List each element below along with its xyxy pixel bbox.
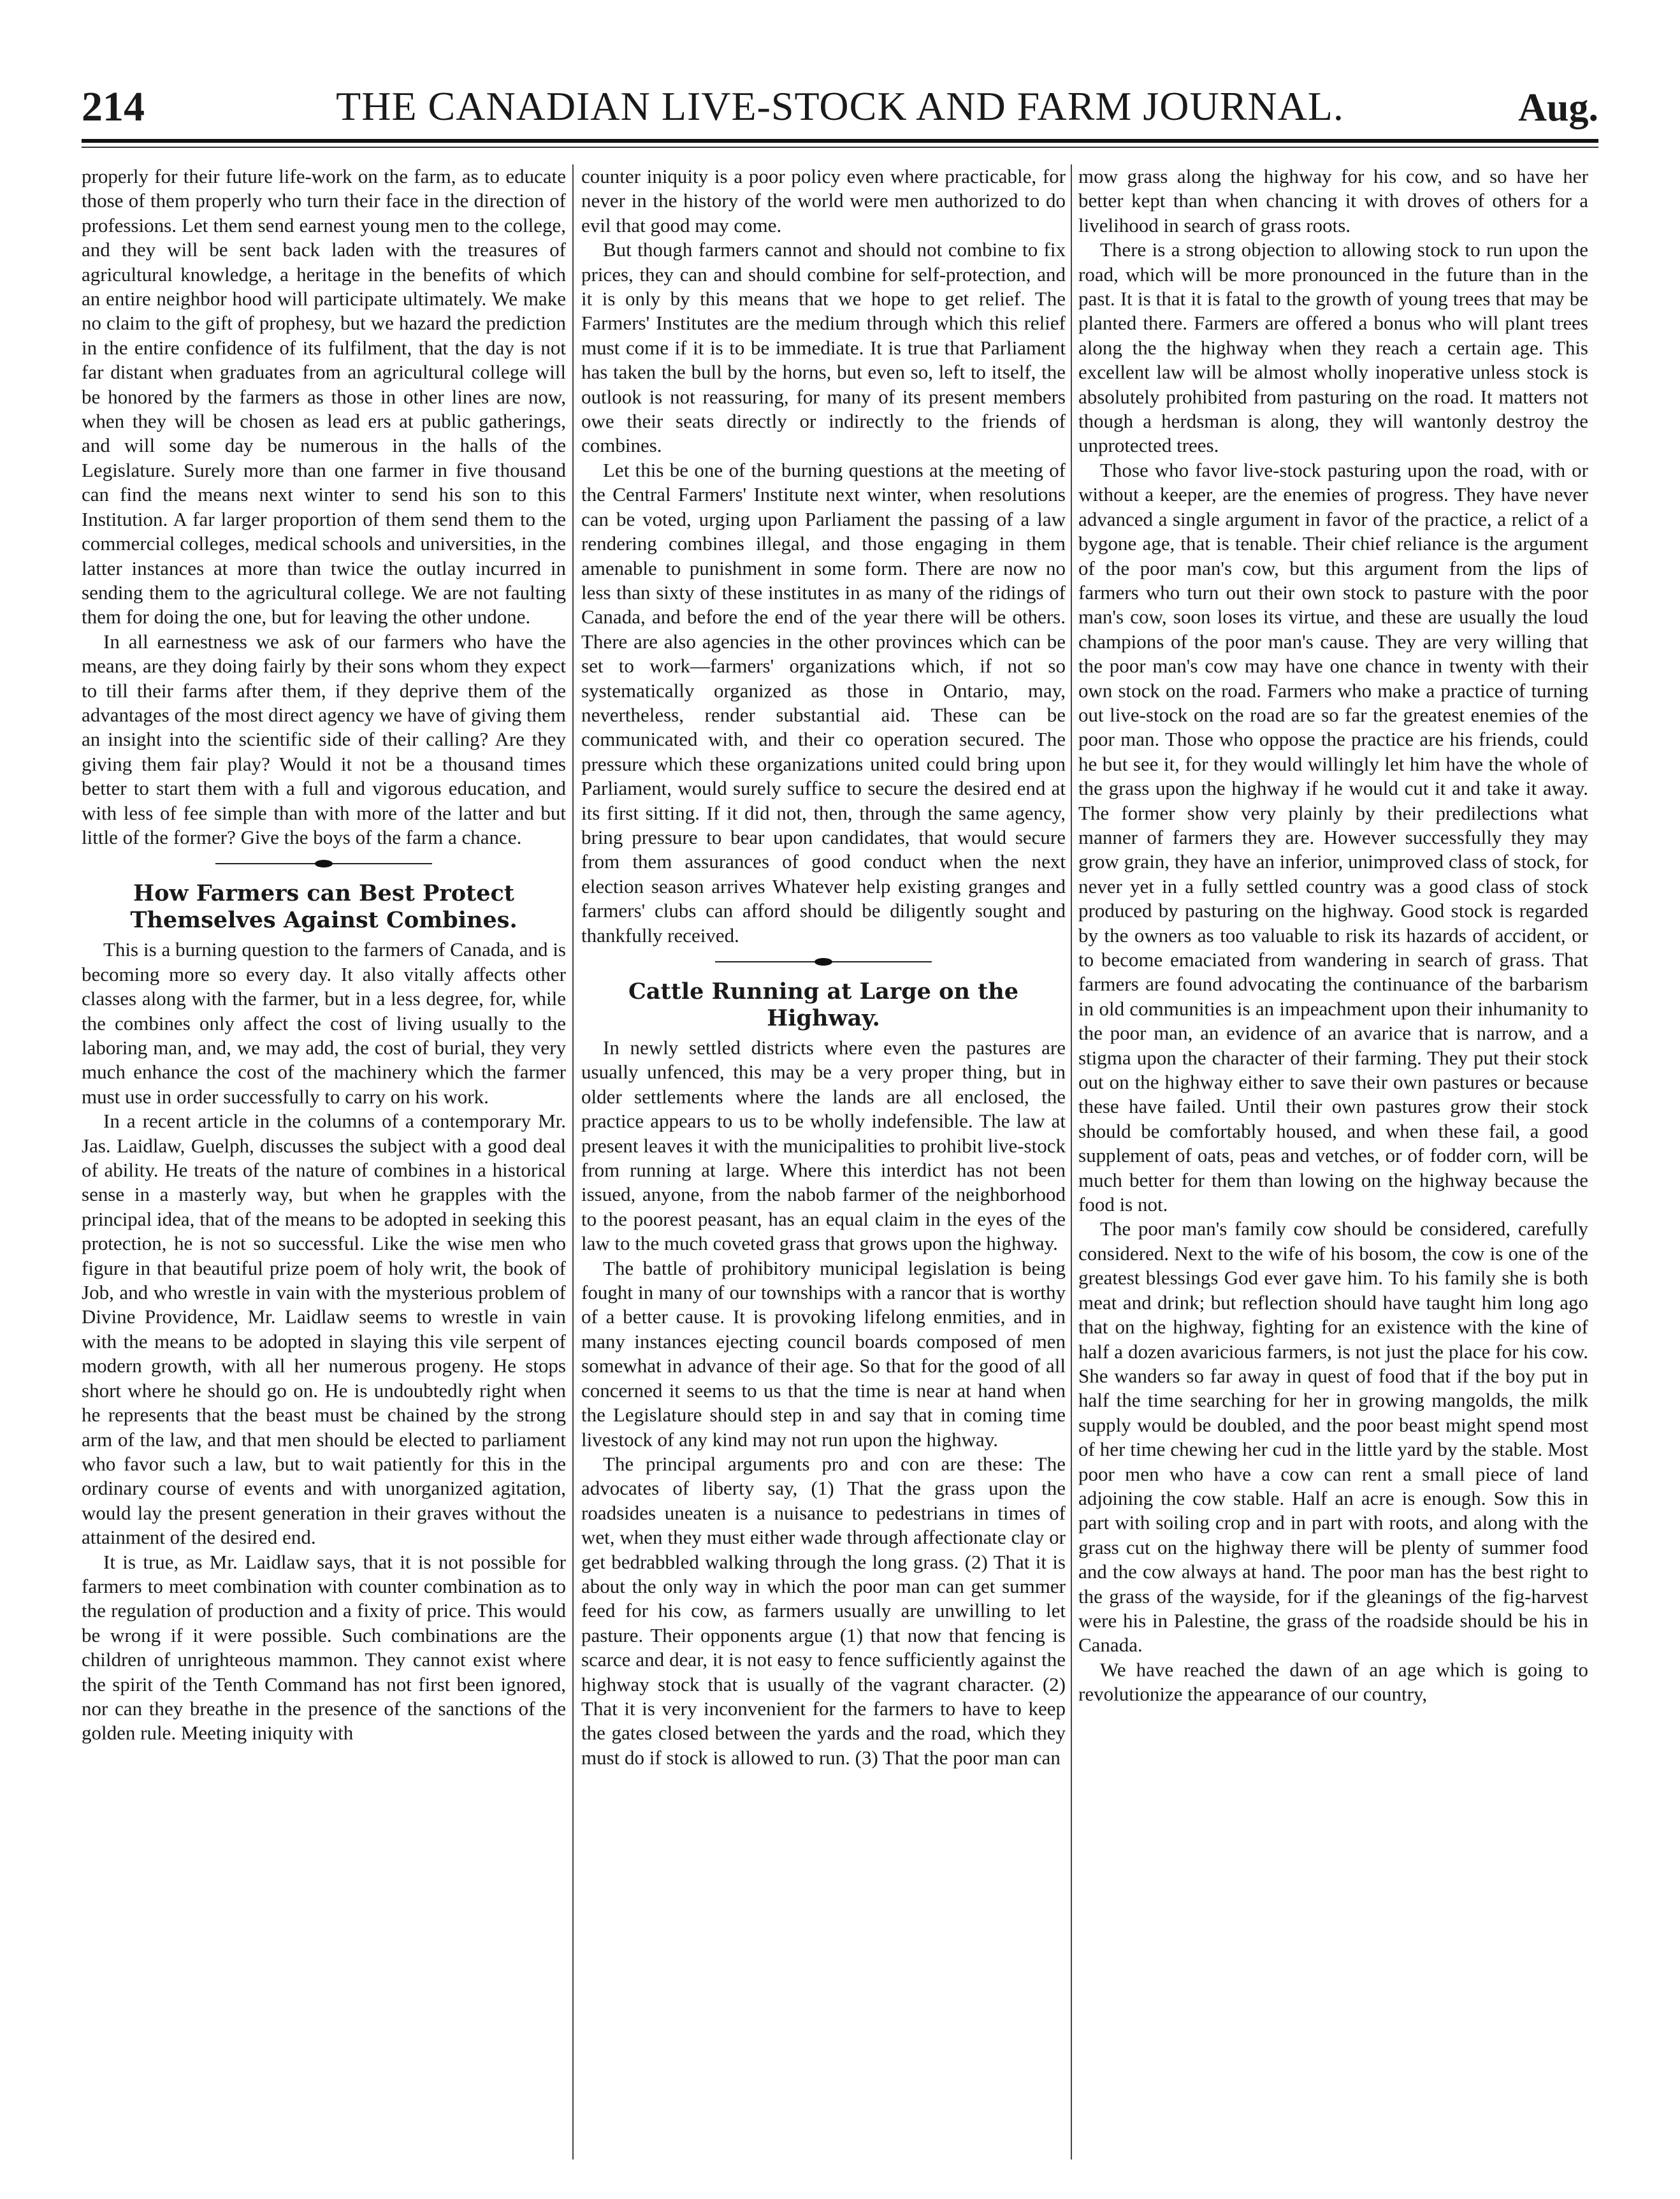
paragraph: In a recent article in the columns of a contemporary Mr. Jas. Laidlaw, Guelph, discusses the subject with a good deal of ability. He treats of the nature of combines in a historical sense in a masterly way, but when he grapples with the principal idea, that of the means to be adopted in seeking this protection, he is not so successful. Like the wise men who figure in that beautiful prize poem of holy writ, the book of Job, and who wrestle in vain with the mysterious problem of Divine Providence, Mr. Laidlaw seems to wrestle in vain with the means to be adopted in slaying this vile serpent of modern growth, with all her numerous progeny. He stops short where he should go on. He is undoubtedly right when he represents that the beast must be chained by the strong arm of the law, and that men should be elected to parliament who favor such a law, but to wait patiently for this in the ordinary course of events and with unorganized agitation, would lay the present generation in their graves without the attainment of the desired end. (82, 1110, 566, 1549)
paragraph: This is a burning question to the farmers of Canada, and is becoming more so every day. It also vitally affects other classes along with the farmer, but in a less degree, for, while the combines only affect the cost of living usually to the laboring man, and, we may add, the cost of burial, they very much enhance the cost of the machinery which the farmer must use in order successfully to carry on his work. (82, 938, 566, 1108)
journal-title: THE CANADIAN LIVE-STOCK AND FARM JOURNAL. (336, 83, 1344, 129)
paragraph: But though farmers cannot and should not combine to fix prices, they can and should combine for self-protection, and it is only by this means that we hope to get relief. The Farmers' Institutes are the medium through which this relief must come if it is to be immediate. It is true that Parliament has taken the bull by the horns, but even so, left to itself, the outlook is not reassuring, for many of its present members owe their seats directly or indirectly to the friends of combines. (581, 238, 1066, 457)
paragraph: We have reached the dawn of an age which is going to revolutionize the appearance of our country, (1078, 1658, 1588, 1706)
paragraph: Those who favor live-stock pasturing upon the road, with or without a keeper, are the enemies of progress. They have never advanced a single argument in favor of the practice, a relict of a bygone age, that is tenable. Their chief reliance is the argument of the poor man's cow, but this argument from the lips of farmers who turn out their own stock to pasture with the poor man's cow, soon loses its virtue, and these are usually the loud champions of the poor man's cause. They are very willing that the poor man's cow may have one chance in twenty with their own stock on the road. Farmers who make a practice of turning out live-stock on the road are so far the greatest enemies of the poor man. Those who oppose the practice are his friends, could he but see it, for they would willingly let him have the whole of the grass upon the highway if he would cut it and take it away. The former show very plainly by their predilections what manner of farmers they are. However successfully they may grow grain, they have an inferior, unimproved class of stock, for never yet in a fully settled country was a good class of stock produced by pasturing on the highway. Good stock is regarded by the owners as too valuable to risk its hazards of accident, or to become emaciated from wandering in search of grass. That farmers are found advocating the continuance of the barbarism in old communities is an impeachment upon their inhumanity to the poor man, an evidence of an avarice that is narrow, and a stigma upon the character of their farming. They put their stock out on the highway either to save their own pastures or because these have failed. Until their own pastures grow their stock should be comfortably housed, and when these fail, a good supplement of oats, peas and vetches, or of fodder corn, will be much better for them than lowing on the highway because the food is not. (1078, 458, 1588, 1216)
paragraph: properly for their future life-work on the farm, as to educate those of them properly who turn their face in the direction of professions. Let them send earnest young men to the college, and they will be sent back laden with the treasures of agricultural knowledge, a heritage in the benefits of which an entire neighbor hood will participate ultimately. We make no claim to the gift of prophesy, but we hazard the prediction in the entire confidence of its fulfilment, that the day is not far distant when graduates from an agricultural college will be honored by the farmers as those in other lines are now, when they will be chosen as lead ers at public gatherings, and will some day be numerous in the halls of the Legislature. Surely more than one farmer in five thousand can find the means next winter to send his son to this Institution. A far larger proportion of them send them to the commercial colleges, medical schools and universities, in the latter instances at more than twice the outlay incurred in sending them to the agricultural college. We are not faulting them for doing the one, but for leaving the other undone. (82, 165, 566, 628)
column-divider-left (572, 164, 574, 2159)
divider-diamond (815, 958, 832, 966)
page-header (82, 75, 1598, 139)
column-middle (581, 164, 1066, 1770)
paragraph: Let this be one of the burning questions at the meeting of the Central Farmers' Institute next winter, when resolutions can be voted, urging upon Parliament the passing of a law rendering combines illegal, and those engaging in them amenable to punishment in some form. There are now no less than sixty of these institutes in as many of the ridings of Canada, and before the end of the year there will be others. There are also agencies in the other provinces which can be set to work—farmers' organizations which, if not so systematically organized as those in Ontario, may, nevertheless, render substantial aid. These can be communicated with, and their co operation secured. The pressure which these organizations united could bring upon Parliament, would surely suffice to secure the desired end at its first sitting. If it did not, then, through the same agency, bring pressure to bear upon candidates, that would secure from them assurances of good conduct when the next election season arrives Whatever help existing granges and farmers' clubs can afford should be diligently sought and thankfully received. (581, 458, 1066, 947)
article-heading-cattle: Cattle Running at Large on the Highway. (628, 978, 1018, 1031)
header-rule-thick (82, 139, 1598, 143)
paragraph: In all earnestness we ask of our farmers who have the means, are they doing fairly by their sons whom they expect to till their farms after them, if they deprive them of the advantages of the most direct agency we have of giving them an insight into the scientific side of their calling? Are they giving them fair play? Would it not be a thousand times better to start them with a full and vigorous education, and with less of fee simple than with more of the latter and but little of the former? Give the boys of the farm a chance. (82, 630, 566, 848)
paragraph: In newly settled districts where even the pastures are usually unfenced, this may be a very proper thing, but in older settlements where the lands are all enclosed, the practice appears to us to be wholly indefensible. The law at present leaves it with the municipalities to prohibit live-stock from running at large. Where this interdict has not been issued, anyone, from the nabob farmer of the neighborhood to the poorest peasant, has an equal claim in the eyes of the law to the much coveted grass that grows upon the highway. (581, 1036, 1066, 1255)
page-number: 214 (82, 83, 145, 130)
column-divider-right (1071, 164, 1072, 2159)
article-heading-combines: How Farmers can Best Protect Themselves Against Combines. (130, 880, 518, 934)
paragraph: counter iniquity is a poor policy even where practicable, for never in the history of the world were men authorized to do evil that good may come. (581, 165, 1066, 236)
column-right (1078, 164, 1588, 1707)
paragraph: mow grass along the highway for his cow, and so have her better kept than when chancing it with droves of others for a livelihood in search of grass roots. (1078, 165, 1588, 236)
paragraph: The poor man's family cow should be considered, carefully considered. Next to the wife of his bosom, the cow is one of the greatest blessings God ever gave him. To his family she is both meat and drink; but reflection should have taught him long ago that on the highway, fighting for an existence with the kine of half a dozen avaricious farmers, is not just the place for his cow. She wanders so far away in quest of food that if the boy put in half the time searching for her in growing mangolds, the milk supply would be doubled, and the poor beast might spend most of her time chewing her cud in the little yard by the stable. Most poor men who have a cow can rent a small piece of land adjoining the cow stable. Half an acre is enough. Sow this in part with soiling crop and in part with roots, and along with the grass cut on the highway there will be plenty of summer food and the cow always at hand. The poor man has the best right to the grass of the wayside, for if the gleanings of the fig-harvest were his in Palestine, the grass of the roadside should be his in Canada. (1078, 1217, 1588, 1657)
section-divider-ornament (715, 958, 932, 966)
divider-diamond (315, 860, 333, 867)
column-left (82, 164, 566, 1746)
section-divider-ornament (215, 860, 432, 867)
header-rule-thin (82, 147, 1598, 148)
paragraph: There is a strong objection to allowing stock to run upon the road, which will be more pronounced in the future than in the past. It is that it is fatal to the growth of young trees that may be planted there. Farmers are offered a bonus who will plant trees along the the highway when they reach a certain age. This excellent law will be almost wholly inoperative unless stock is absolutely prohibited from pasturing on the road. It matters not though a herdsman is along, they will wantonly destroy the unprotected trees. (1078, 238, 1588, 457)
issue-month: Aug. (1518, 86, 1598, 129)
paragraph: It is true, as Mr. Laidlaw says, that it is not possible for farmers to meet combination with counter combination as to the regulation of production and a fixity of price. This would be wrong if it were possible. Such combinations are the children of unrighteous mammon. They cannot exist where the spirit of the Tenth Command has not first been ignored, nor can they breathe in the presence of the sanctions of the golden rule. Meeting iniquity with (82, 1550, 566, 1745)
paragraph: The battle of prohibitory municipal legislation is being fought in many of our townships with a rancor that is worthy of a better cause. It is provoking lifelong enmities, and in many instances ejecting council boards composed of men somewhat in advance of their age. So that for the good of all concerned it seems to us that the time is near at hand when the Legislature should step in and say that in coming time livestock of any kind may not run upon the highway. (581, 1256, 1066, 1451)
paragraph: The principal arguments pro and con are these: The advocates of liberty say, (1) That the grass upon the roadsides uneaten is a nuisance to pedestrians in times of wet, when they must either wade through affectionate clay or get bedrabbled walking through the long grass. (2) That it is about the only way in which the poor man can get summer feed for his cow, as farmers usually are unwilling to let pasture. Their opponents argue (1) that now that fencing is scarce and dear, it is not easy to fence sufficiently against the highway stock that is usually of the vagrant character. (2) That it is very inconvenient for the farmers to have to keep the gates closed between the yards and the road, which they must do if stock is allowed to run. (3) That the poor man can (581, 1452, 1066, 1769)
